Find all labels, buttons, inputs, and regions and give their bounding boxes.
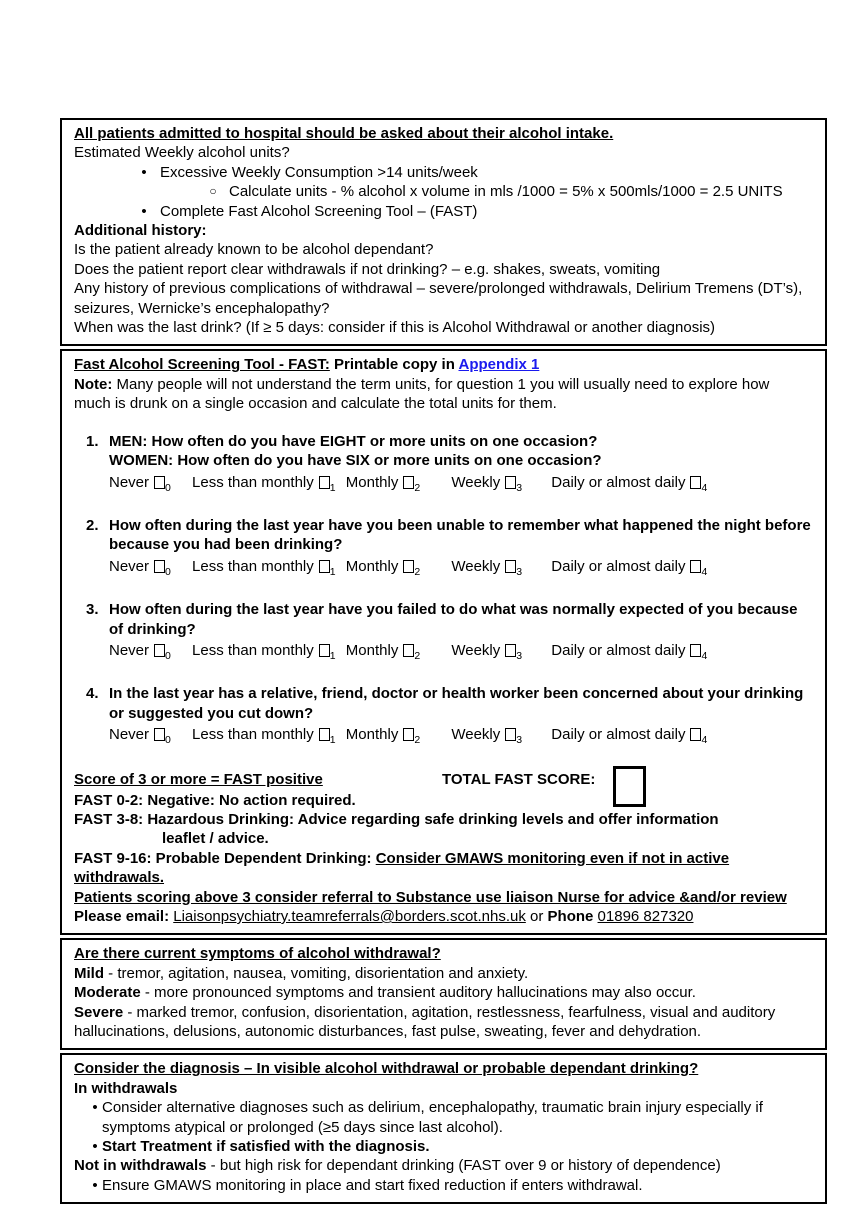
checkbox-less-than-monthly[interactable] [319,476,330,489]
fast-title-suffix: Printable copy in [329,356,459,374]
withdrawal-symptoms-box [60,938,827,1050]
bullet-excessive-consumption: • Excessive Weekly Consumption >14 units/week [74,163,814,182]
sub-bullet-calculate-units: ○ Calculate units - % alcohol x volume in mls /1000 = 5% x 500mls/1000 = 2.5 UNITS [74,182,814,201]
total-fast-score-label: TOTAL FAST SCORE: [442,770,596,788]
checkbox-never[interactable] [154,728,165,741]
score-section [74,770,814,927]
option-daily: Daily or almost daily $_4$ [551,473,708,494]
bullet-icon: • [92,1176,98,1194]
fast-question-4 [74,684,814,750]
bullet-icon: • [141,163,147,181]
checkbox-daily[interactable] [690,560,701,573]
gmaws-monitoring-note: Consider GMAWS monitoring even if not in active withdrawals. [74,849,730,887]
question-3-text: How often during the last year have you failed to do what was normally expected of you because of drinking? [109,601,798,638]
moderate-symptoms-line: Moderate - more pronounced symptoms and transient auditory hallucinations may also occur. [74,984,696,1002]
bullet-icon: • [141,202,147,220]
checkbox-weekly[interactable] [505,644,516,657]
fast-3-8-continuation: leaflet / advice. [162,830,269,848]
withdrawal-symptoms-title: Are there current symptoms of alcohol withdrawal? [74,945,441,963]
checkbox-monthly[interactable] [403,644,414,657]
fast-question-2 [74,516,814,582]
option-daily: Daily or almost daily $_4$ [551,557,708,578]
fast-3-8-line: FAST 3-8: Hazardous Drinking: Advice regarding safe drinking levels and offer information [74,810,719,828]
mild-symptoms-line: Mild - tremor, agitation, nausea, vomiting, disorientation and anxiety. [74,964,529,982]
circle-bullet-icon: ○ [209,184,217,199]
option-weekly: Weekly $_3$ [451,473,523,494]
question-2-options [109,557,814,582]
option-less-than-monthly: Less than monthly $_1$ [192,557,336,578]
option-less-than-monthly: Less than monthly $_1$ [192,473,336,494]
history-question-3: Any history of previous complications of withdrawal – severe/prolonged withdrawals, Delirium Tremens (DT’s), seizures, Wernicke’s encephalopathy? [74,280,803,317]
score-heading-line [74,770,814,791]
consider-diagnosis-box [60,1053,827,1204]
question-number: 4. [86,685,99,703]
option-never: Never $_0$ [109,473,171,494]
question-3-options [109,641,814,666]
checkbox-weekly[interactable] [505,728,516,741]
checkbox-monthly[interactable] [403,560,414,573]
phone-label: Phone [547,908,598,925]
fast-title-line [74,355,814,374]
additional-history-heading: Additional history: [74,222,207,240]
estimated-units-line: Estimated Weekly alcohol units? [74,144,290,162]
appendix-1-link[interactable]: Appendix 1 [458,356,540,374]
option-never: Never $_0$ [109,726,171,747]
email-link[interactable]: Liaisonpsychiatry.teamreferrals@borders.scot.nhs.uk [173,908,526,925]
fast-9-16-line: FAST 9-16: Probable Dependent Drinking: Consider GMAWS monitoring even if not in active withdrawals. [74,849,730,887]
phone-number: 01896 827320 [597,908,694,925]
referral-note: Patients scoring above 3 consider referral to Substance use liaison Nurse for advice &and/or review [74,888,787,906]
question-number: 1. [86,432,99,450]
in-withdrawals-heading: In withdrawals [74,1079,178,1097]
history-question-1: Is the patient already known to be alcohol dependant? [74,241,434,259]
option-monthly: Monthly $_2$ [345,641,421,662]
consider-diagnosis-title: Consider the diagnosis – In visible alcohol withdrawal or probable dependant drinking? [74,1060,699,1078]
checkbox-daily[interactable] [690,728,701,741]
fast-0-2-line: FAST 0-2: Negative: No action required. [74,791,356,809]
option-monthly: Monthly $_2$ [345,557,421,578]
checkbox-monthly[interactable] [403,476,414,489]
option-weekly: Weekly $_3$ [451,641,523,662]
checkbox-less-than-monthly[interactable] [319,560,330,573]
question-1-women-line: WOMEN: How often do you have SIX or more units on one occasion? [109,452,602,470]
fast-tool-box [60,349,827,935]
bullet-ensure-gmaws: • Ensure GMAWS monitoring in place and start fixed reduction if enters withdrawal. [74,1176,814,1195]
question-number: 3. [86,601,99,619]
option-less-than-monthly: Less than monthly $_1$ [192,641,336,662]
question-2-text: How often during the last year have you been unable to remember what happened the night before because you had been drinking? [109,516,811,554]
checkbox-never[interactable] [154,644,165,657]
checkbox-daily[interactable] [690,644,701,657]
question-1-men-line: MEN: How often do you have EIGHT or more units on one occasion? [109,432,598,450]
fast-question-3 [74,600,814,666]
checkbox-weekly[interactable] [505,476,516,489]
fast-note: Note: Many people will not understand the term units, for question 1 you will usually need to explore how much is drunk on a single occasion and calculate the total units for them. [74,375,770,413]
history-question-4: When was the last drink? (If ≥ 5 days: consider if this is Alcohol Withdrawal or another diagnosis) [74,319,716,337]
score-heading: Score of 3 or more = FAST positive [74,770,323,788]
option-weekly: Weekly $_3$ [451,726,523,747]
fast-title: Fast Alcohol Screening Tool - FAST: [74,356,330,374]
severe-symptoms-line: Severe - marked tremor, confusion, disorientation, agitation, restlessness, fearfulness, visual and auditory hallucinations, delusions, autonomic disturbances, fast pulse, sweating, fever and dehydration. [74,1003,776,1041]
bullet-icon: • [92,1138,98,1156]
alcohol-intake-title: All patients admitted to hospital should be asked about their alcohol intake. [74,125,614,142]
checkbox-less-than-monthly[interactable] [319,728,330,741]
bullet-icon: • [92,1099,98,1117]
alcohol-intake-box [60,118,827,346]
question-1-options [109,473,814,498]
bullet-complete-fast: • Complete Fast Alcohol Screening Tool – (FAST) [74,202,814,221]
option-daily: Daily or almost daily $_4$ [551,726,708,747]
question-number: 2. [86,516,99,534]
email-label: Please email: [74,908,174,925]
question-4-options [109,725,814,750]
option-never: Never $_0$ [109,557,171,578]
question-4-text: In the last year has a relative, friend, doctor or health worker been concerned about your drinking or suggested you cut down? [109,685,804,722]
fast-question-1 [74,432,814,498]
document-page [60,118,827,1207]
contact-line: Please email: Liaisonpsychiatry.teamreferrals@borders.scot.nhs.uk or Phone 01896 827320 [74,908,694,925]
total-fast-score-input[interactable] [613,766,646,807]
option-monthly: Monthly $_2$ [345,726,421,747]
note-label: Note: [74,375,113,393]
option-never: Never $_0$ [109,641,171,662]
not-in-withdrawals-line: Not in withdrawals - but high risk for dependant drinking (FAST over 9 or history of dependence) [74,1157,721,1175]
bullet-alternative-diagnoses: • Consider alternative diagnoses such as delirium, encephalopathy, traumatic brain injury especially if symptoms atypical or prolonged (≥5 days since last alcohol). [74,1098,814,1137]
checkbox-weekly[interactable] [505,560,516,573]
checkbox-monthly[interactable] [403,728,414,741]
option-daily: Daily or almost daily $_4$ [551,641,708,662]
checkbox-daily[interactable] [690,476,701,489]
checkbox-less-than-monthly[interactable] [319,644,330,657]
option-less-than-monthly: Less than monthly $_1$ [192,726,336,747]
bullet-start-treatment: • Start Treatment if satisfied with the diagnosis. [74,1137,814,1156]
checkbox-never[interactable] [154,560,165,573]
checkbox-never[interactable] [154,476,165,489]
history-question-2: Does the patient report clear withdrawals if not drinking? – e.g. shakes, sweats, vomiting [74,260,661,278]
option-monthly: Monthly $_2$ [345,473,421,494]
option-weekly: Weekly $_3$ [451,557,523,578]
